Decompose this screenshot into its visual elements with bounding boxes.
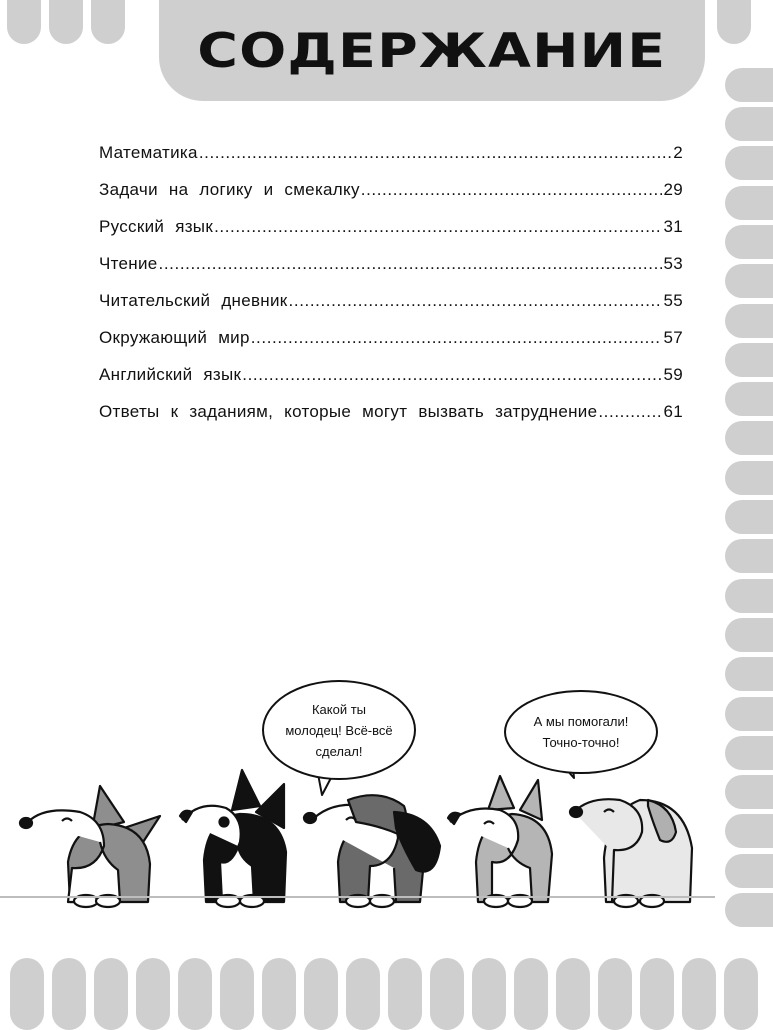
toc-entry-page: 59 — [663, 365, 683, 384]
toc-entry-page: 57 — [663, 328, 683, 347]
toc-entry-page: 55 — [663, 291, 683, 310]
speech-bubble-right — [504, 690, 658, 774]
toc-entry-page: 61 — [663, 402, 683, 421]
page-title: СОДЕРЖАНИЕ — [197, 24, 667, 79]
spaniel-dog-icon — [304, 795, 440, 907]
floor-line — [0, 896, 715, 898]
toc-entry-title: Читательский дневник — [99, 291, 288, 310]
speech-bubble-text: Какой ты молодец! Всё-всё сделал! — [285, 701, 393, 759]
toc-entry-page: 2 — [673, 143, 683, 162]
toc-entry-page: 29 — [663, 180, 683, 199]
toc-entry-title: Русский язык — [99, 217, 214, 236]
corgi-dog-icon — [20, 786, 160, 907]
toc-entry-title: Математика — [99, 143, 198, 162]
toc-entry-title: Задачи на логику и смекалку — [99, 180, 360, 199]
toc-entry-title: Английский язык — [99, 365, 242, 384]
toc-entry-page: 53 — [663, 254, 683, 273]
toc-entry-title: Ответы к заданиям, которые могут вызвать затруднение — [99, 402, 598, 421]
speech-bubble-text: А мы помогали! Точно-точно! — [533, 714, 629, 750]
toc-entry-page: 31 — [663, 217, 683, 236]
toc-entry-title: Окружающий мир — [99, 328, 250, 347]
toc-entry-title: Чтение — [99, 254, 158, 273]
french-bulldog-dog-icon — [180, 770, 286, 907]
fluffy-puppy-dog-icon — [570, 799, 692, 907]
speech-bubble-left — [262, 680, 416, 780]
husky-dog-icon — [448, 776, 552, 907]
